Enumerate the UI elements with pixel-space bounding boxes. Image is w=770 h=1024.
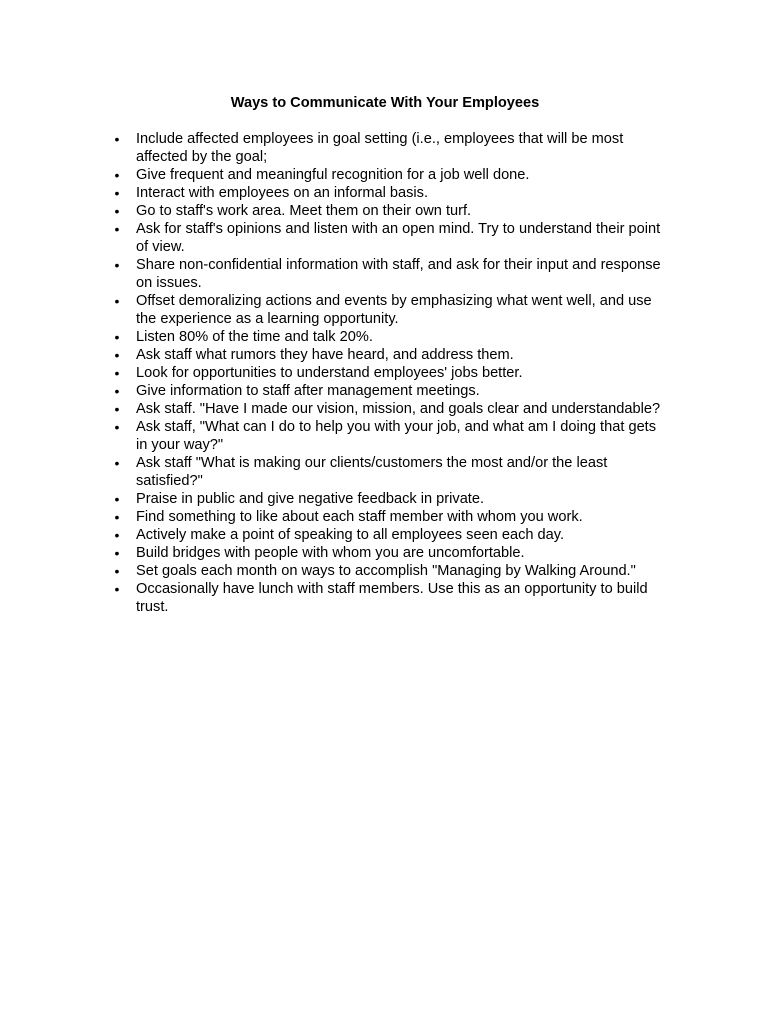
bullet-icon: •: [114, 365, 120, 381]
list-item: [110, 130, 670, 166]
bullet-icon: •: [114, 491, 120, 507]
bullet-icon: •: [114, 329, 120, 345]
bullet-icon: •: [114, 563, 120, 579]
bullet-icon: •: [114, 383, 120, 399]
list-item-text: Give information to staff after management meetings.: [136, 383, 480, 399]
list-item: [110, 490, 670, 508]
list-item-text: Share non-confidential information with staff, and ask for their input and response on issues.: [136, 257, 661, 291]
list-item-text: Include affected employees in goal setting (i.e., employees that will be most affected by the goal;: [136, 131, 624, 165]
list-item-text: Ask staff what rumors they have heard, and address them.: [136, 347, 514, 363]
list-item-text: Go to staff's work area. Meet them on their own turf.: [136, 203, 472, 219]
list-item: [110, 562, 670, 580]
list-item: [110, 508, 670, 526]
list-item: [110, 400, 670, 418]
list-item: [110, 526, 670, 544]
bullet-icon: •: [114, 221, 120, 237]
list-item-text: Look for opportunities to understand employees' jobs better.: [136, 365, 523, 381]
list-item: [110, 166, 670, 184]
list-item-text: Actively make a point of speaking to all employees seen each day.: [136, 527, 565, 543]
list-item-text: Find something to like about each staff member with whom you work.: [136, 509, 583, 525]
bullet-icon: •: [114, 347, 120, 363]
bullet-icon: •: [114, 419, 120, 435]
list-item: [110, 292, 670, 328]
list-item: [110, 418, 670, 454]
list-item: [110, 544, 670, 562]
list-item: [110, 184, 670, 202]
bullet-list: [110, 130, 670, 616]
bullet-icon: •: [114, 509, 120, 525]
list-item: [110, 256, 670, 292]
list-item-text: Give frequent and meaningful recognition for a job well done.: [136, 167, 530, 183]
list-item-text: Set goals each month on ways to accomplish "Managing by Walking Around.": [136, 563, 636, 579]
list-item-text: Interact with employees on an informal basis.: [136, 185, 429, 201]
list-item-text: Ask staff. "Have I made our vision, mission, and goals clear and understandable?: [136, 401, 661, 417]
list-item-text: Listen 80% of the time and talk 20%.: [136, 329, 373, 345]
document-title: Ways to Communicate With Your Employees: [230, 95, 540, 111]
bullet-icon: •: [114, 203, 120, 219]
bullet-icon: •: [114, 581, 120, 597]
list-item: [110, 328, 670, 346]
bullet-icon: •: [114, 293, 120, 309]
bullet-icon: •: [114, 545, 120, 561]
bullet-icon: •: [114, 401, 120, 417]
list-item-text: Ask staff "What is making our clients/customers the most and/or the least satisfied?": [136, 455, 608, 489]
bullet-icon: •: [114, 455, 120, 471]
list-item: [110, 454, 670, 490]
list-item-text: Occasionally have lunch with staff members. Use this as an opportunity to build trust.: [136, 581, 648, 615]
list-item-text: Ask for staff's opinions and listen with an open mind. Try to understand their point of view.: [136, 221, 661, 255]
list-item: [110, 580, 670, 616]
list-item-text: Offset demoralizing actions and events by emphasizing what went well, and use the experience as a learning opportunity.: [136, 293, 652, 327]
bullet-icon: •: [114, 131, 120, 147]
list-item: [110, 202, 670, 220]
list-item: [110, 346, 670, 364]
bullet-icon: •: [114, 527, 120, 543]
bullet-icon: •: [114, 167, 120, 183]
list-item-text: Praise in public and give negative feedback in private.: [136, 491, 485, 507]
bullet-icon: •: [114, 257, 120, 273]
list-item: [110, 364, 670, 382]
list-item-text: Ask staff, "What can I do to help you with your job, and what am I doing that gets in your way?": [136, 419, 657, 453]
list-item-text: Build bridges with people with whom you are uncomfortable.: [136, 545, 525, 561]
list-item: [110, 382, 670, 400]
list-item: [110, 220, 670, 256]
bullet-icon: •: [114, 185, 120, 201]
